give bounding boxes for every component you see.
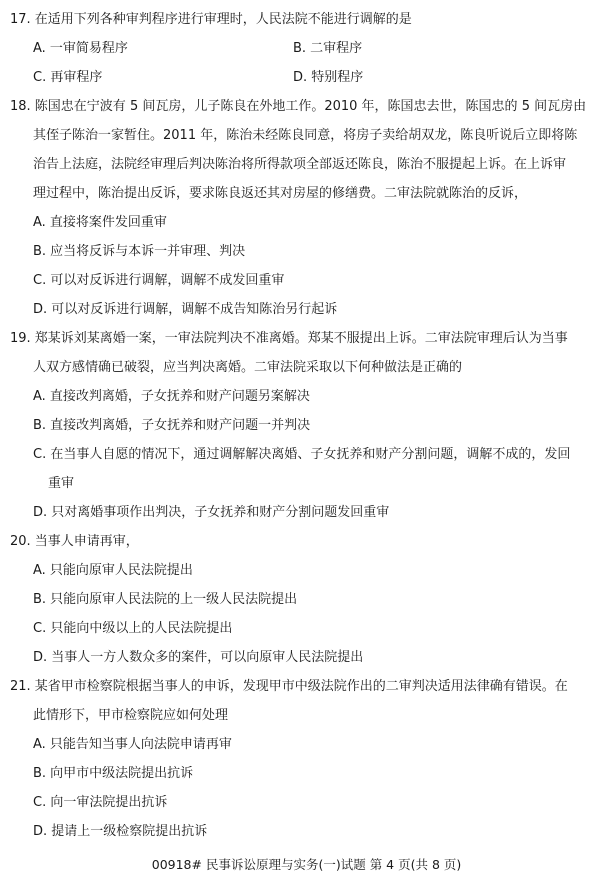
q20-option-c: C. 只能向中级以上的人民法院提出 bbox=[33, 621, 233, 636]
q19-stem-line-2: 人双方感情确已破裂，应当判决离婚。二审法院采取以下何种做法是正确的 bbox=[33, 360, 463, 375]
q21-option-a: A. 只能告知当事人向法院申请再审 bbox=[33, 737, 232, 752]
q18-stem-line-3: 治告上法庭，法院经审理后判决陈治将所得款项全部返还陈良，陈治不服提起上诉。在上诉审 bbox=[33, 157, 567, 172]
q17-option-c: C. 再审程序 bbox=[33, 70, 103, 85]
q17-option-b: B. 二审程序 bbox=[293, 41, 363, 56]
q19-option-c: C. 在当事人自愿的情况下，通过调解解决离婚、子女抚养和财产分割问题，调解不成的，发回 bbox=[33, 447, 571, 462]
q19-option-d: D. 只对离婚事项作出判决，子女抚养和财产分割问题发回重审 bbox=[33, 505, 390, 520]
q19-option-b: B. 直接改判离婚，子女抚养和财产问题一并判决 bbox=[33, 418, 311, 433]
q20-option-d: D. 当事人一方人数众多的案件，可以向原审人民法院提出 bbox=[33, 650, 364, 665]
q20-option-a: A. 只能向原审人民法院提出 bbox=[33, 563, 193, 578]
q17-stem-line-1: 17. 在适用下列各种审判程序进行审理时，人民法院不能进行调解的是 bbox=[10, 12, 412, 27]
q18-stem-line-1: 18. 陈国忠在宁波有 5 间瓦房，儿子陈良在外地工作。2010 年，陈国忠去世，陈国忠的 5 间瓦房由 bbox=[10, 99, 587, 114]
q17-option-a: A. 一审简易程序 bbox=[33, 41, 128, 56]
q21-option-d: D. 提请上一级检察院提出抗诉 bbox=[33, 824, 208, 839]
q18-stem-line-2: 其侄子陈治一家暂住。2011 年，陈治未经陈良同意，将房子卖给胡双龙，陈良听说后立即将陈 bbox=[33, 128, 578, 143]
q21-option-c: C. 向一审法院提出抗诉 bbox=[33, 795, 168, 810]
page-footer: 00918# 民事诉讼原理与实务(一)试题 第 4 页(共 8 页) bbox=[151, 857, 462, 872]
q18-option-a: A. 直接将案件发回重审 bbox=[33, 215, 167, 230]
q21-option-b: B. 向甲市中级法院提出抗诉 bbox=[33, 766, 194, 781]
q18-option-c: C. 可以对反诉进行调解，调解不成发回重审 bbox=[33, 273, 285, 288]
q20-option-b: B. 只能向原审人民法院的上一级人民法院提出 bbox=[33, 592, 298, 607]
q19-option-c-continuation: 重审 bbox=[48, 476, 75, 491]
q19-stem-line-1: 19. 郑某诉刘某离婚一案，一审法院判决不准离婚。郑某不服提出上诉。二审法院审理后认为当事 bbox=[10, 331, 568, 346]
q20-stem-line-1: 20. 当事人申请再审， bbox=[10, 534, 139, 549]
q21-stem-line-2: 此情形下，甲市检察院应如何处理 bbox=[33, 708, 229, 723]
q18-option-d: D. 可以对反诉进行调解，调解不成告知陈治另行起诉 bbox=[33, 302, 338, 317]
q21-stem-line-1: 21. 某省甲市检察院根据当事人的申诉，发现甲市中级法院作出的二审判决适用法律确有错误。在 bbox=[10, 679, 568, 694]
q17-option-d: D. 特别程序 bbox=[293, 70, 364, 85]
q19-option-a: A. 直接改判离婚，子女抚养和财产问题另案解决 bbox=[33, 389, 310, 404]
q18-stem-line-4: 理过程中，陈治提出反诉，要求陈良返还其对房屋的修缮费。二审法院就陈治的反诉， bbox=[33, 186, 528, 201]
q18-option-b: B. 应当将反诉与本诉一并审理、判决 bbox=[33, 244, 246, 259]
